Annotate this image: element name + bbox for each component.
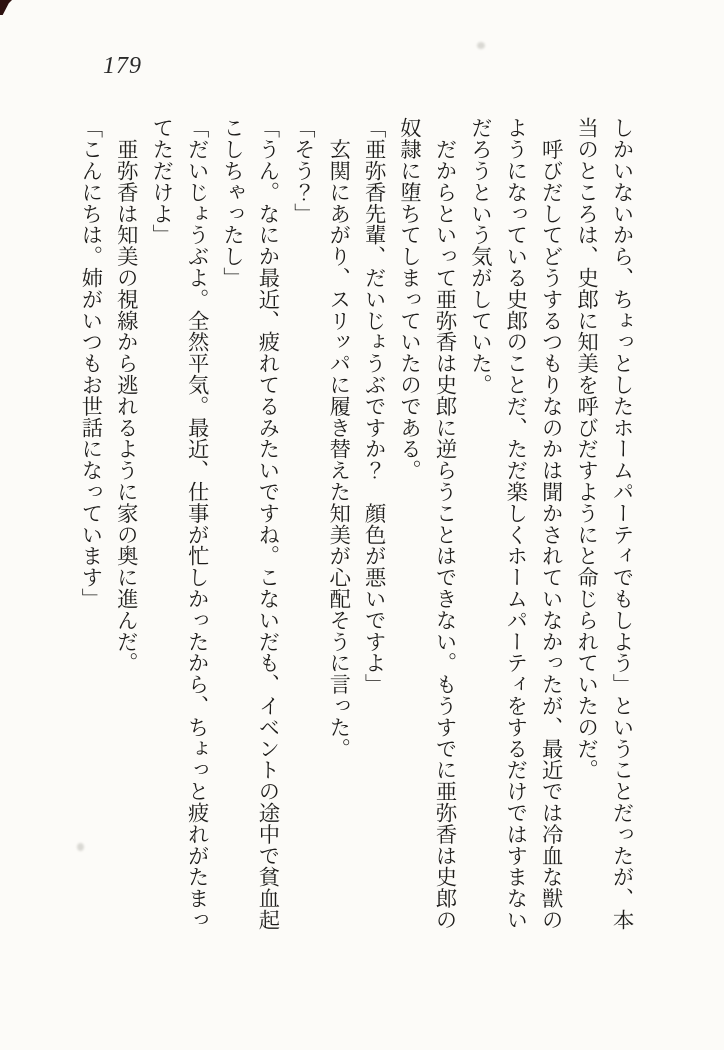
text-line-1: しかいないから、ちょっとしたホームパーティでもしよう」ということだったが、本 [610, 117, 634, 931]
text-line-3: 呼びだしてどうするつもりなのかは聞かされていなかったが、最近では冷血な獣の [539, 117, 564, 931]
text-line-11: 「うん。なにか最近、疲れてるみたいですね。こないだも、イベントの途中で貧血起 [255, 117, 280, 931]
text-line-14: てただけよ」 [149, 117, 174, 246]
text-line-13: 「だいじょうぶよ。全然平気。最近、仕事が忙しかったから、ちょっと疲れがたまっ [185, 117, 210, 931]
scan-corner-artifact [0, 0, 16, 15]
page-number: 179 [103, 53, 142, 79]
text-line-2: 当のところは、史郎に知美を呼びだすようにと命じられていたのだ。 [574, 117, 599, 781]
text-line-5: だろうという気がしていた。 [468, 117, 493, 396]
scan-speck [477, 42, 485, 49]
text-line-8: 「亜弥香先輩、だいじょうぶですか？ 顔色が悪いですよ」 [362, 117, 387, 695]
text-line-9: 玄関にあがり、スリッパに履き替えた知美が心配そうに言った。 [326, 117, 351, 759]
vertical-text-block [73, 117, 640, 949]
text-line-10: 「そう？」 [291, 117, 316, 224]
text-line-15: 亜弥香は知美の視線から逃れるように家の奥に進んだ。 [114, 117, 139, 674]
text-line-16: 「こんにちは。姉がいつもお世話になっています」 [78, 117, 103, 610]
text-line-4: ようになっている史郎のことだ、ただ楽しくホームパーティをするだけではすまない [503, 117, 528, 931]
text-line-12: こしちゃったし」 [220, 117, 245, 289]
text-line-7: 奴隷に堕ちてしまっていたのである。 [397, 117, 422, 481]
text-line-6: だからといって亜弥香は史郎に逆らうことはできない。もうすでに亜弥香は史郎の [432, 117, 457, 931]
